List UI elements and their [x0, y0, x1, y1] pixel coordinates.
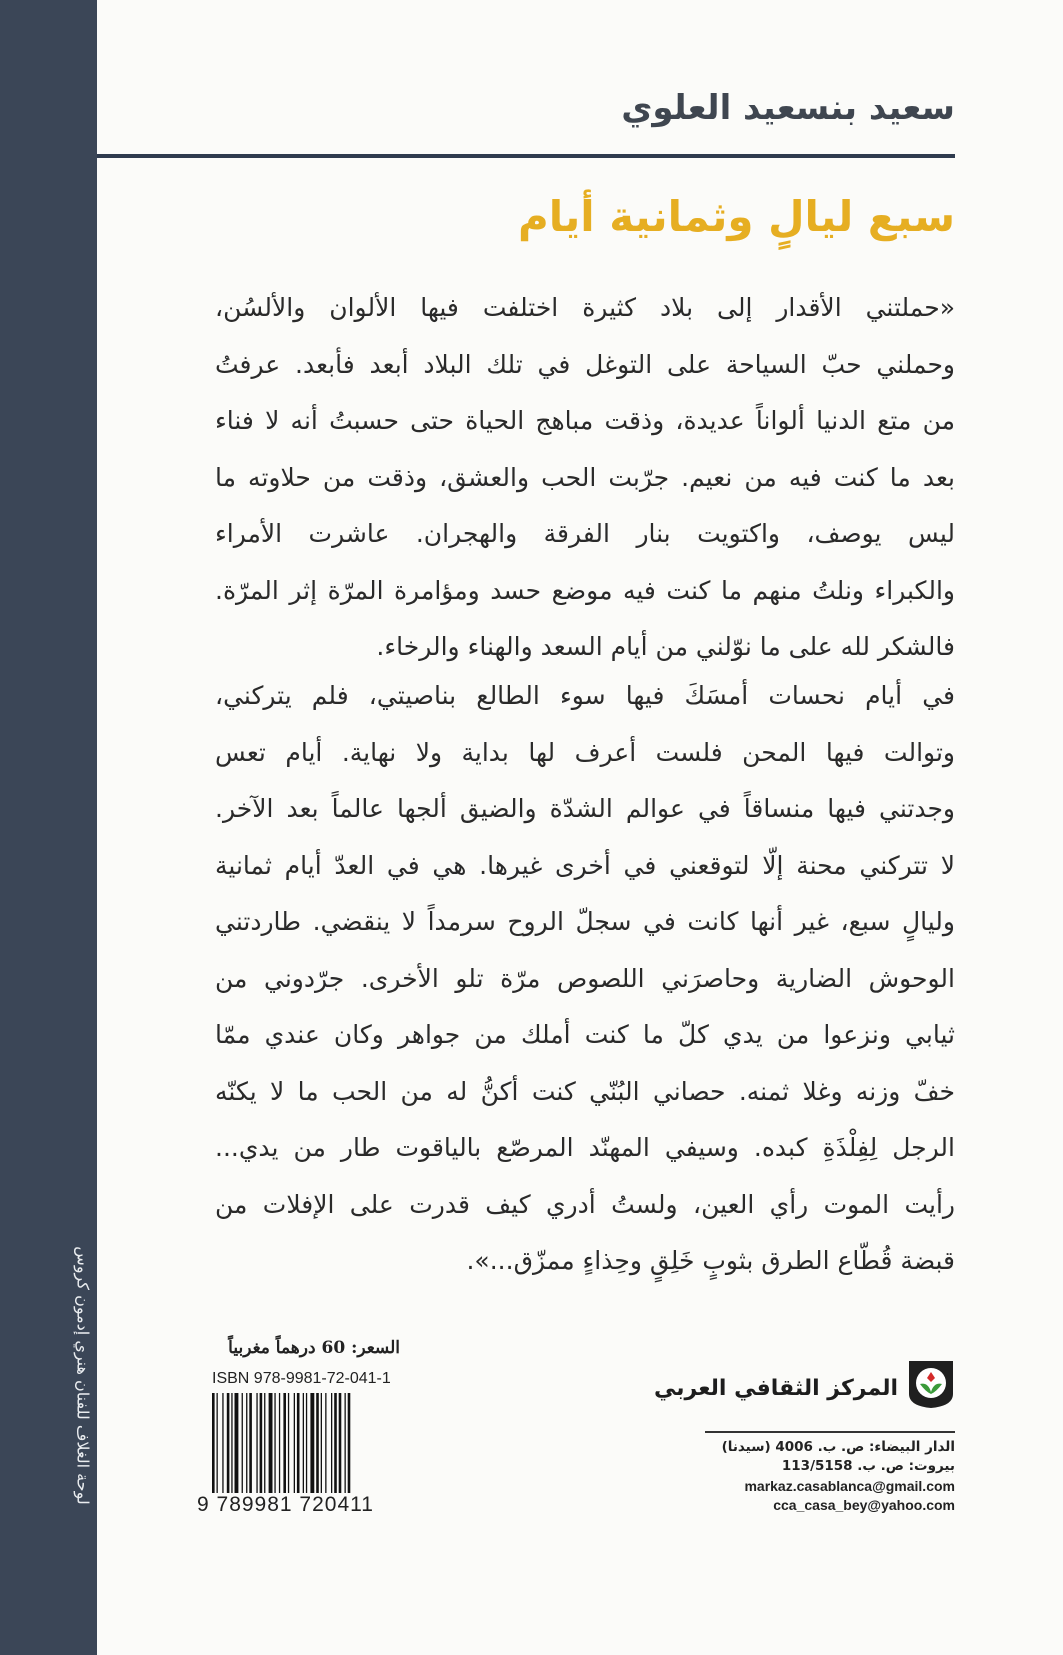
publisher-name: المركز الثقافي العربي — [654, 1376, 898, 1401]
blurb-paragraph-2 — [215, 668, 955, 1290]
blurb-line: وحملني حبّ السياحة على التوغل في تلك البلاد أبعد فأبعد. عرفتُ — [215, 349, 955, 379]
blurb-line: الرجل لِفِلْذَةِ كبده. وسيفي المهنّد المرصّع بالياقوت طار من يدي... — [215, 1133, 955, 1162]
barcode-bar — [348, 1393, 351, 1493]
blurb-line: في أيام نحسات أمسَكَ فيها سوء الطالع بناصيتي، فلم يتركني، — [215, 681, 955, 710]
barcode — [212, 1393, 398, 1493]
barcode-bar — [227, 1393, 230, 1493]
author-name: سعيد بنسعيد العلوي — [621, 88, 955, 128]
barcode-bar — [283, 1393, 286, 1493]
email-casablanca[interactable]: markaz.casablanca@gmail.com — [744, 1478, 955, 1494]
barcode-bar — [345, 1393, 346, 1493]
blurb-line: وليالٍ سبع، غير أنها كانت في سجلّ الروح سرمداً لا ينقضي. طاردتني — [215, 907, 955, 936]
price-label: السعر: 60 درهماً مغربياً — [228, 1338, 400, 1358]
barcode-bar — [339, 1393, 342, 1493]
barcode-bar — [235, 1393, 239, 1493]
blurb-line: لا تتركني محنة إلّا لتوقعني في أخرى غيرها. هي في العدّ أيام ثمانية — [215, 850, 955, 880]
barcode-bar — [306, 1393, 307, 1493]
header-divider — [97, 154, 955, 158]
barcode-digits: 9 789981 720411 — [197, 1493, 374, 1516]
blurb-paragraph-1 — [215, 280, 955, 676]
barcode-bar — [279, 1393, 280, 1493]
barcode-bar — [242, 1393, 243, 1493]
barcode-bar — [288, 1393, 289, 1493]
blurb-line: ثيابي ونزعوا من يدي كلّ ما كنت أملك من جواهر وكان عندي ممّا — [215, 1020, 955, 1049]
blurb-line: والكبراء ونلتُ منهم ما كنت فيه موضع حسد ومؤامرة المرّة إثر المرّة. — [215, 575, 955, 605]
blurb-line: بعد ما كنت فيه من نعيم. جرّبت الحب والعشق، وذقت من حلاوته ما — [215, 462, 955, 492]
barcode-bar — [316, 1393, 319, 1493]
blurb-line: وتوالت فيها المحن فلست أعرف لها بداية ولا نهاية. أيام تعس — [215, 737, 955, 767]
barcode-bar — [334, 1393, 337, 1493]
barcode-bar — [274, 1393, 275, 1493]
barcode-bar — [321, 1393, 322, 1493]
publisher-divider — [705, 1431, 955, 1433]
barcode-bar — [310, 1393, 314, 1493]
address-casablanca: الدار البيضاء: ص. ب. 4006 (سيدنا) — [721, 1439, 955, 1455]
barcode-bar — [294, 1393, 295, 1493]
email-beirut[interactable]: cca_casa_bey@yahoo.com — [773, 1497, 955, 1513]
blurb-line: خفّ وزنه وغلا ثمنه. حصاني البُنّي كنت أكنُّ له من الحب ما لا يكنّه — [215, 1076, 955, 1106]
blurb-line: ليس يوصف، واكتويت بنار الفرقة والهجران. عاشرت الأمراء — [215, 519, 955, 548]
cover-art-credit — [68, 1170, 98, 1580]
barcode-bar — [222, 1393, 223, 1493]
barcode-bar — [269, 1393, 273, 1493]
barcode-bar — [231, 1393, 232, 1493]
barcode-bar — [212, 1393, 215, 1493]
blurb-line: فالشكر لله على ما نوّلني من أيام السعد والهناء والرخاء. — [376, 632, 955, 661]
barcode-bar — [249, 1393, 252, 1493]
cover-art-credit-text: لوحة الغلاف للفنان هنري إدمون كروس — [73, 1245, 93, 1505]
blurb-line: «حملتني الأقدار إلى بلاد كثيرة اختلفت فيها الألوان والألسُن، — [215, 293, 955, 322]
barcode-bar — [297, 1393, 300, 1493]
isbn-label: ISBN 978-9981-72-041-1 — [212, 1370, 391, 1387]
barcode-bar — [260, 1393, 263, 1493]
barcode-bar — [246, 1393, 247, 1493]
barcode-bar — [331, 1393, 332, 1493]
publisher-logo-icon — [906, 1358, 956, 1410]
book-title: سبع ليالٍ وثمانية أيام — [517, 192, 955, 241]
barcode-bar — [325, 1393, 326, 1493]
address-beirut: بيروت: ص. ب. 113/5158 — [781, 1458, 955, 1474]
barcode-bar — [303, 1393, 304, 1493]
blurb-line: وجدتني فيها منساقاً في عوالم الشدّة والضيق ألجها عالماً بعد الآخر. — [215, 794, 955, 823]
barcode-bar — [256, 1393, 257, 1493]
barcode-bar — [217, 1393, 218, 1493]
blurb-line: الوحوش الضارية وحاصرَني اللصوص مرّة تلو الأخرى. جرّدوني من — [215, 963, 955, 993]
blurb-line: قبضة قُطّاع الطرق بثوبٍ خَلِقٍ وحِذاءٍ ممزّق...». — [466, 1246, 955, 1275]
blurb-line: رأيت الموت رأي العين، ولستُ أدري كيف قدرت على الإفلات من — [215, 1189, 955, 1219]
barcode-bar — [264, 1393, 265, 1493]
blurb-line: من متع الدنيا ألواناً عديدة، وذقت مباهج الحياة حتى حسبتُ أنه لا فناء — [215, 406, 955, 435]
